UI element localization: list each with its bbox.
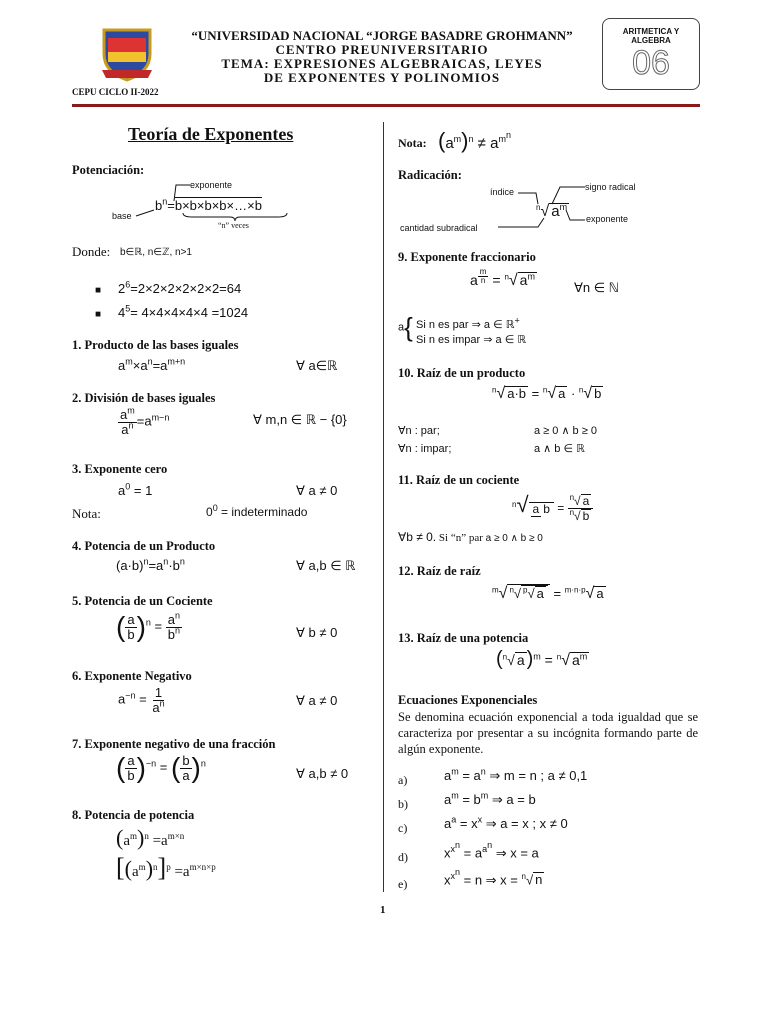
page-title: Teoría de Exponentes xyxy=(128,124,294,144)
eq-a-label: a) xyxy=(398,773,408,787)
eq-b: $a^m = b^m$ ⇒ a = b xyxy=(444,790,536,807)
section-5-formula: ( $\frac{a}{b}$ )$^n$ = $\frac{a^n}{b^n}$ xyxy=(116,610,180,643)
base-label: base xyxy=(112,211,132,221)
section-3-condition: ∀ a ≠ 0 xyxy=(296,483,338,498)
section-4-formula: $(a\cdot b)^n=a^n\cdot b^n$ xyxy=(116,556,185,573)
eq-a-result: m = n ; a ≠ 0,1 xyxy=(503,768,588,783)
subject-title-1: ARITMETICA Y xyxy=(622,27,680,36)
eq-c-label: c) xyxy=(398,821,408,835)
section-11-heading: 11. Raíz de un cociente xyxy=(398,473,520,487)
section-10-par: ∀n : par; xyxy=(398,425,440,437)
section-7-heading: 7. Exponente negativo de una fracción xyxy=(72,737,276,751)
university-name: “UNIVERSIDAD NACIONAL “JORGE BASADRE GROHMANN” xyxy=(191,28,573,43)
exponente-label: exponente xyxy=(190,180,233,190)
column-divider xyxy=(383,122,384,892)
exponente-r-label: exponente xyxy=(586,214,629,224)
radicacion-formula: $^n$√ $a^m$ xyxy=(536,202,568,220)
cantidad-label: cantidad subradical xyxy=(400,223,478,233)
cases-brace: a{ xyxy=(398,312,413,342)
section-4-heading: 4. Potencia de un Producto xyxy=(72,539,216,553)
ecuaciones-description: Se denomina ecuación exponencial a toda igualdad que se caracteriza por presentar a su incógnita formando parte de algún exponente. xyxy=(398,710,698,756)
eq-a: $a^m = a^n$ ⇒ m = n ; a ≠ 0,1 xyxy=(444,766,588,783)
indice-label: índice xyxy=(490,187,515,197)
section-10-heading: 10. Raíz de un producto xyxy=(398,366,526,380)
donde-label: Donde: xyxy=(72,244,111,259)
subject-title-2: ALGEBRA xyxy=(631,36,671,45)
section-1-heading: 1. Producto de las bases iguales xyxy=(72,338,239,352)
section-8-heading: 8. Potencia de potencia xyxy=(72,808,195,822)
case-impar-text: Si n es impar xyxy=(416,334,481,346)
section-5-condition: ∀ b ≠ 0 xyxy=(296,625,338,640)
section-7-condition: ∀ a,b ≠ 0 xyxy=(296,766,349,781)
example-1-expansion: =2×2×2×2×2×2=64 xyxy=(130,281,242,296)
eq-e-label: e) xyxy=(398,877,408,891)
section-6-condition: ∀ a ≠ 0 xyxy=(296,693,338,708)
section-6-formula: $a^{-n}$ = $\frac{1}{a^n}$ xyxy=(118,685,165,715)
page-number: 1 xyxy=(380,904,386,916)
section-3-heading: 3. Exponente cero xyxy=(72,462,168,476)
eq-b-result: a = b xyxy=(506,792,536,807)
radicacion-arrows xyxy=(470,180,590,232)
eq-c: $a^a = x^x$ ⇒ a = x ; x ≠ 0 xyxy=(444,814,568,831)
section-10-impar: ∀n : impar; xyxy=(398,443,452,455)
veces-label: “n” veces xyxy=(218,221,249,230)
signo-radical-label: signo radical xyxy=(585,182,636,192)
section-2-formula: $\frac{a^m}{a^n}$ $=a^{m-n}$ xyxy=(120,405,170,437)
cycle-label: CEPU CICLO II-2022 xyxy=(72,87,159,97)
eq-b-label: b) xyxy=(398,797,408,811)
section-2-heading: 2. División de bases iguales xyxy=(72,391,216,405)
section-11-cond-1: ∀b ≠ 0. xyxy=(398,530,437,544)
center-name: CENTRO PREUNIVERSITARIO xyxy=(275,42,489,57)
example-2: $4^5= 4\times 4\times 4\times 4\times 4 =1024$ xyxy=(118,303,249,320)
sheet-number: 06 xyxy=(632,44,670,82)
section-9-heading: 9. Exponente fraccionario xyxy=(398,250,536,264)
section-13-formula: ($^n$√ a )$^m$ = $^n$√ $a^m$ xyxy=(496,648,588,670)
section-11-condition xyxy=(398,530,543,544)
section-11-cond-2: Si “n” par xyxy=(438,532,483,544)
section-12-heading: 12. Raíz de raíz xyxy=(398,564,481,578)
subject-box xyxy=(602,18,700,90)
section-10-formula: $^n$√ a·b = $^n$√ a · $^n$√ b xyxy=(492,385,602,402)
university-logo xyxy=(98,24,156,82)
example-bullet-1: ■ xyxy=(95,285,102,296)
example-2-expansion: = 4×4×4×4×4 =1024 xyxy=(130,305,249,320)
ecuaciones-heading: Ecuaciones Exponenciales xyxy=(398,693,538,707)
topic-line-1: TEMA: EXPRESIONES ALGEBRAICAS, LEYES xyxy=(221,56,543,71)
case-par: Si n es par ⇒ a ∈ ℝ+ xyxy=(416,315,520,331)
section-3-formula: $a^0 = 1$ xyxy=(118,481,153,498)
header-rule xyxy=(72,104,700,107)
nota-formula: $(a^m)^n \ne a^{m^n}$ xyxy=(438,128,511,153)
section-9-condition: ∀n ∈ ℕ xyxy=(574,280,620,295)
section-5-heading: 5. Potencia de un Cociente xyxy=(72,594,213,608)
section-7-formula: ( $\frac{a}{b}$ )$^{-n}$ = ( $\frac{b}{a}$ )$^n$ xyxy=(116,752,206,784)
donde-conditions: b∈ℝ, n∈ℤ, n>1 xyxy=(120,247,192,258)
eq-c-result: a = x ; x ≠ 0 xyxy=(500,816,568,831)
section-3-nota-label: Nota: xyxy=(72,506,101,521)
eq-d: $x^{x^n} = a^{a^n}$ ⇒ x = a xyxy=(444,840,539,861)
eq-d-label: d) xyxy=(398,850,408,864)
product-chain: b×b×b×b×…×b xyxy=(174,198,262,213)
case-impar: Si n es impar ⇒ a ∈ ℝ xyxy=(416,334,527,346)
example-1: $2^6=2\times 2\times 2\times 2\times 2\times 2=64$ xyxy=(118,279,242,296)
section-6-heading: 6. Exponente Negativo xyxy=(72,669,192,683)
case-par-text: Si n es par xyxy=(416,319,469,331)
section-11-cond-3: a ≥ 0 ∧ b ≥ 0 xyxy=(485,533,543,544)
indeterminado-text: = indeterminado xyxy=(221,505,308,519)
topic-line-2: DE EXPONENTES Y POLINOMIOS xyxy=(263,70,501,85)
section-1-condition: ∀ a∈ℝ xyxy=(296,358,338,373)
section-8-formula-2: $[(a^m)^n]^p =a^{m\times n\times p}$ xyxy=(116,853,216,882)
section-2-condition: ∀ m,n ∈ ℝ − {0} xyxy=(253,412,347,427)
section-1-formula: $a^m\times a^n=a^{m+n}$ xyxy=(118,356,186,373)
section-10-par-cond: a ≥ 0 ∧ b ≥ 0 xyxy=(534,425,597,437)
section-10-impar-cond: a ∧ b ∈ ℝ xyxy=(534,443,585,455)
section-9-formula: a $^{\frac{m}{n}}$ = $^n$√ $a^m$ xyxy=(470,267,535,289)
nota-label: Nota: xyxy=(398,136,427,150)
section-3-nota-formula: $0^0$ = indeterminado xyxy=(206,503,308,519)
section-4-condition: ∀ a,b ∈ ℝ xyxy=(296,558,356,573)
section-11-formula: $^n$√ a b = $\frac{^n√ a}{^n√ b}$ xyxy=(512,492,593,524)
radicacion-heading: Radicación: xyxy=(398,168,462,182)
eq-e: $x^{x^n} = n$ ⇒ x = $^n$√ n xyxy=(444,867,543,888)
section-8-formula-1: $(a^m)^n =a^{m\times n}$ xyxy=(116,825,185,850)
potenciacion-heading: Potenciación: xyxy=(72,163,145,177)
section-13-heading: 13. Raíz de una potencia xyxy=(398,631,529,645)
eq-d-result: x = a xyxy=(510,845,539,861)
potencia-definition: $b^n=b\times b\times b\times b\times\dots\times b$ xyxy=(155,196,262,213)
example-bullet-2: ■ xyxy=(95,309,102,320)
section-12-formula: $^m$√ $^n$√ $^p$√ a = $^{m\cdot n\cdot p}$√ a xyxy=(492,585,604,602)
